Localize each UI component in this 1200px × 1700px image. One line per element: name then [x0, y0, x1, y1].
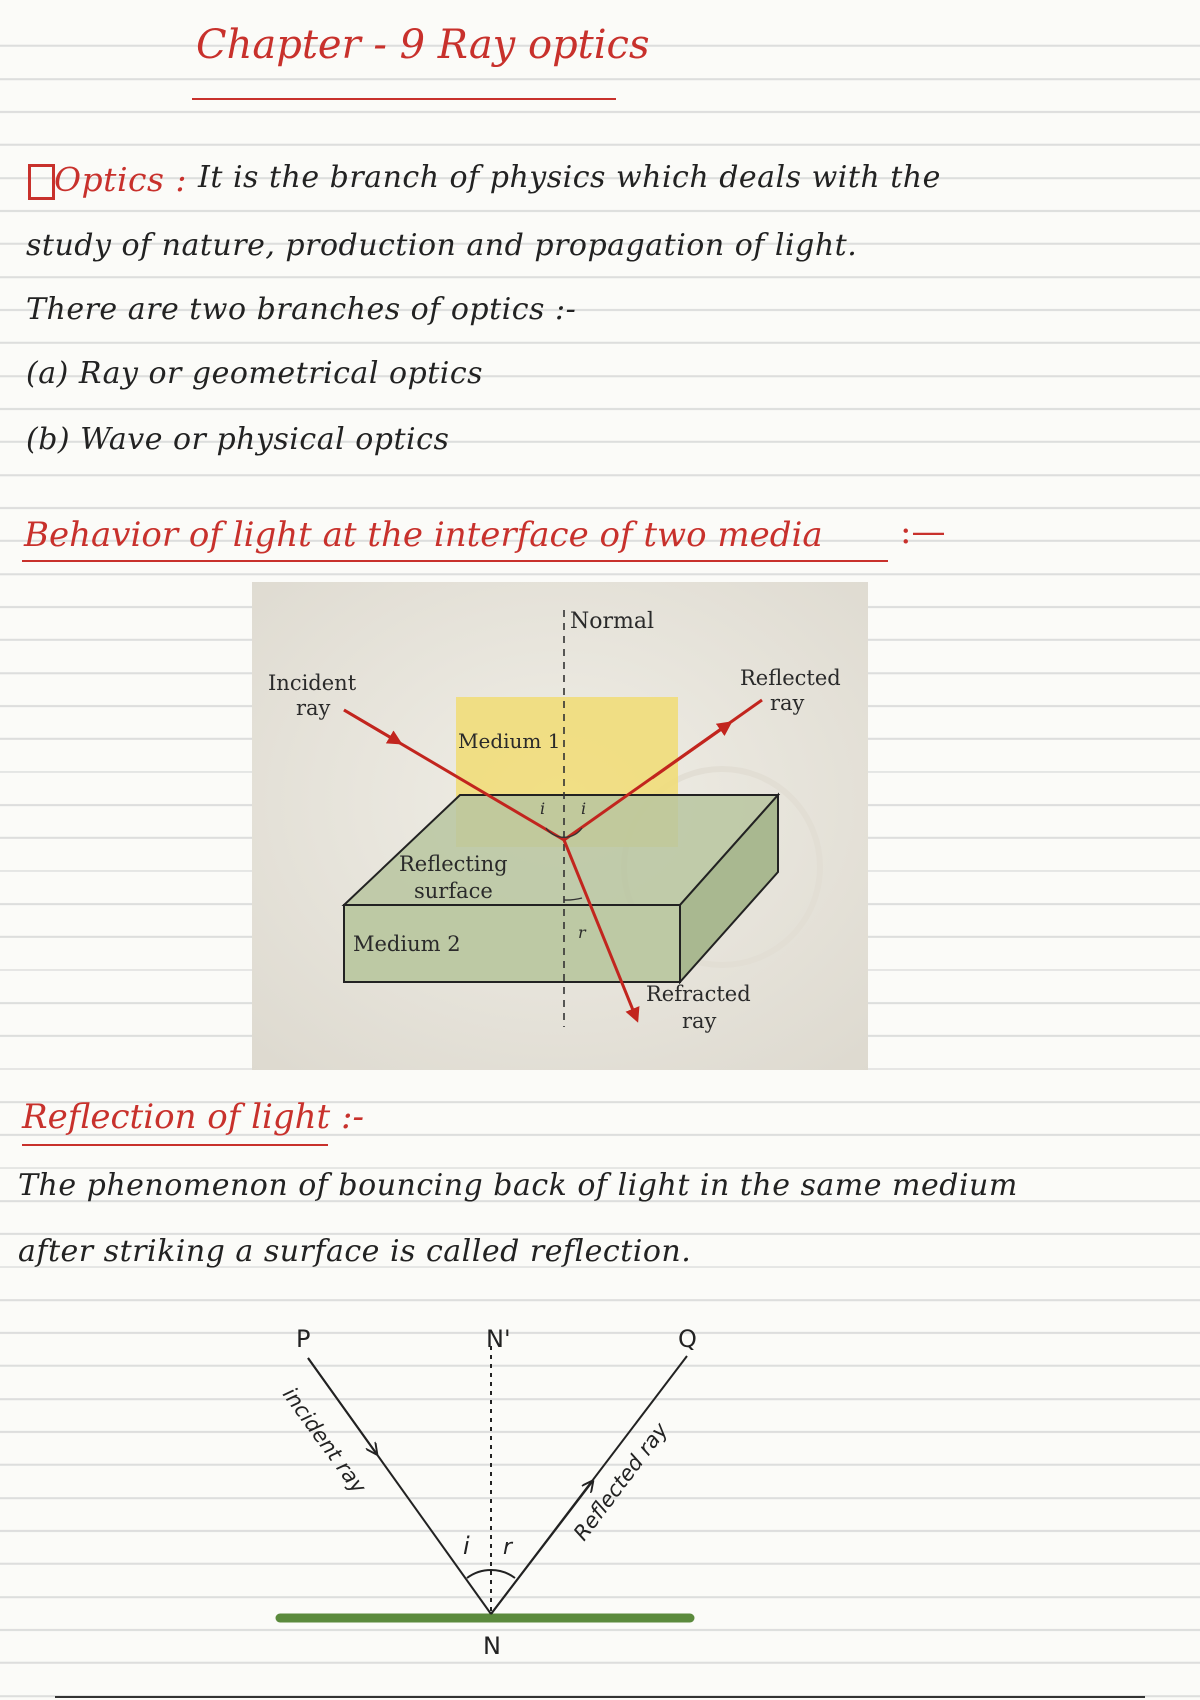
interface-heading-underline — [22, 560, 888, 562]
label-incident-ray: incident ray — [277, 1382, 371, 1499]
reflection-diagram — [250, 1310, 730, 1666]
label-medium1: Medium 1 — [458, 729, 561, 753]
label-angle-r: r — [578, 923, 586, 942]
optics-line-3: There are two branches of optics :- — [26, 292, 577, 327]
reflection-line-2: after striking a surface is called reflection. — [18, 1234, 692, 1269]
label-incident-2: ray — [296, 696, 331, 720]
optics-term: Optics : — [54, 160, 188, 199]
label-N-prime: N' — [486, 1325, 511, 1353]
reflection-heading: Reflection of light :- — [22, 1097, 364, 1137]
optics-item-b: (b) Wave or physical optics — [26, 422, 450, 457]
label-angle-i-left: i — [540, 799, 546, 818]
label-reflected-2: ray — [770, 691, 805, 715]
chapter-title: Chapter - 9 Ray optics — [196, 22, 650, 68]
label-reflected-1: Reflected — [740, 666, 841, 690]
label-angle-i: i — [463, 1532, 470, 1560]
title-underline — [192, 98, 616, 100]
interface-heading-suffix: :— — [900, 512, 946, 552]
label-Q: Q — [678, 1325, 697, 1353]
reflection-heading-underline — [22, 1144, 328, 1146]
label-incident-1: Incident — [268, 671, 357, 695]
label-normal: Normal — [570, 609, 655, 634]
interface-heading: Behavior of light at the interface of two media — [24, 515, 823, 555]
label-medium2: Medium 2 — [353, 932, 461, 956]
page-bottom-rule — [55, 1696, 1145, 1698]
label-P: P — [296, 1325, 311, 1353]
label-reflecting-1: Reflecting — [399, 852, 508, 876]
label-refracted-2: ray — [682, 1009, 717, 1033]
label-reflected-ray: Reflected ray — [568, 1418, 673, 1546]
optics-line-2: study of nature, production and propagation of light. — [26, 228, 858, 263]
reflection-line-1: The phenomenon of bouncing back of light in the same medium — [18, 1168, 1018, 1203]
optics-line-1: It is the branch of physics which deals with the — [198, 160, 941, 195]
optics-item-a: (a) Ray or geometrical optics — [26, 356, 484, 391]
label-angle-i-right: i — [581, 799, 587, 818]
label-angle-r: r — [503, 1535, 513, 1560]
label-N: N — [483, 1632, 501, 1660]
optics-letter-box — [28, 164, 55, 200]
label-refracted-1: Refracted — [646, 982, 751, 1006]
interface-figure — [252, 582, 868, 1070]
label-reflecting-2: surface — [414, 879, 493, 903]
